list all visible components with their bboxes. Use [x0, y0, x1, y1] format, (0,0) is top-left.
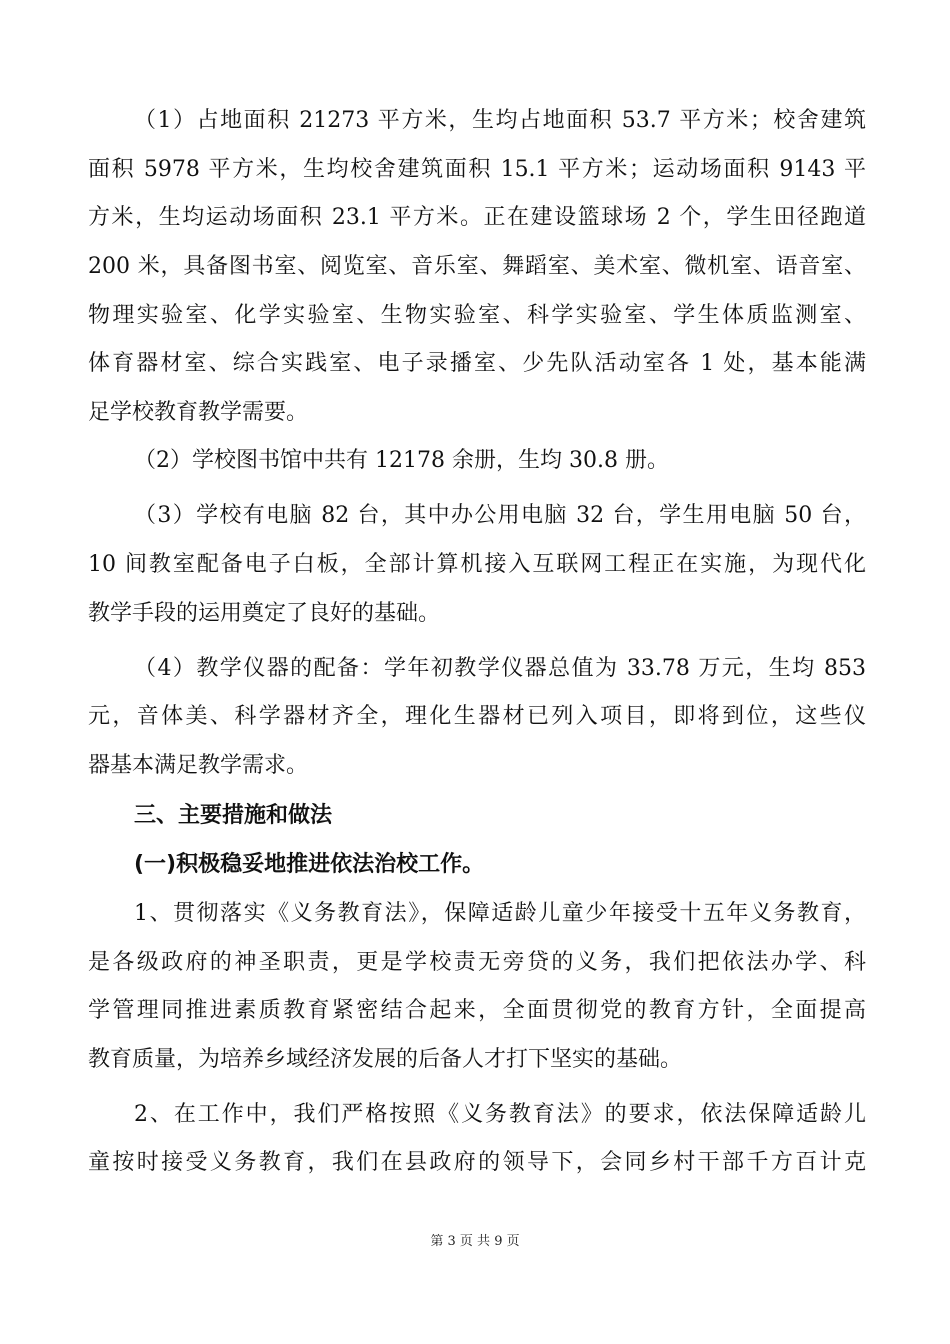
- paragraph-5-line-1: 1、贯彻落实《义务教育法》，保障适龄儿童少年接受十五年义务教育，: [134, 901, 866, 926]
- paragraph-3-line-3: 教学手段的运用奠定了良好的基础。: [88, 601, 441, 626]
- section-heading: 三、主要措施和做法: [134, 803, 333, 828]
- paragraph-1-line-1: （1）占地面积 21273 平方米，生均占地面积 53.7 平方米；校舍建筑: [134, 108, 866, 133]
- paragraph-3-line-1: （3）学校有电脑 82 台，其中办公用电脑 32 台，学生用电脑 50 台，: [134, 503, 866, 528]
- paragraph-1-line-3: 方米，生均运动场面积 23.1 平方米。正在建设篮球场 2 个，学生田径跑道: [88, 205, 866, 230]
- paragraph-5-line-2: 是各级政府的神圣职责，更是学校责无旁贷的义务，我们把依法办学、科: [88, 950, 866, 975]
- page-number-footer: 第 3 页 共 9 页: [430, 1234, 520, 1249]
- paragraph-3-line-2: 10 间教室配备电子白板，全部计算机接入互联网工程正在实施，为现代化: [88, 552, 866, 577]
- paragraph-1-line-5: 物理实验室、化学实验室、生物实验室、科学实验室、学生体质监测室、: [88, 303, 866, 328]
- paragraph-4-line-3: 器基本满足教学需求。: [88, 753, 309, 778]
- paragraph-1-line-4: 200 米，具备图书室、阅览室、音乐室、舞蹈室、美术室、微机室、语音室、: [88, 254, 866, 279]
- paragraph-4-line-2: 元，音体美、科学器材齐全，理化生器材已列入项目，即将到位，这些仪: [88, 704, 866, 729]
- paragraph-5-line-4: 教育质量，为培养乡域经济发展的后备人才打下坚实的基础。: [88, 1047, 683, 1072]
- subsection-heading: (一)积极稳妥地推进依法治校工作。: [134, 852, 485, 877]
- paragraph-6-line-2: 童按时接受义务教育，我们在县政府的领导下，会同乡村干部千方百计克: [88, 1150, 866, 1175]
- paragraph-6-line-1: 2、在工作中，我们严格按照《义务教育法》的要求，依法保障适龄儿: [134, 1102, 866, 1127]
- paragraph-2-line-1: （2）学校图书馆中共有 12178 余册，生均 30.8 册。: [134, 448, 669, 473]
- paragraph-1-line-7: 足学校教育教学需要。: [88, 400, 309, 425]
- paragraph-1-line-2: 面积 5978 平方米，生均校舍建筑面积 15.1 平方米；运动场面积 9143 平: [88, 157, 866, 182]
- paragraph-4-line-1: （4）教学仪器的配备：学年初教学仪器总值为 33.78 万元，生均 853: [134, 656, 866, 681]
- paragraph-1-line-6: 体育器材室、综合实践室、电子录播室、少先队活动室各 1 处，基本能满: [88, 351, 866, 376]
- paragraph-5-line-3: 学管理同推进素质教育紧密结合起来，全面贯彻党的教育方针，全面提高: [88, 998, 866, 1023]
